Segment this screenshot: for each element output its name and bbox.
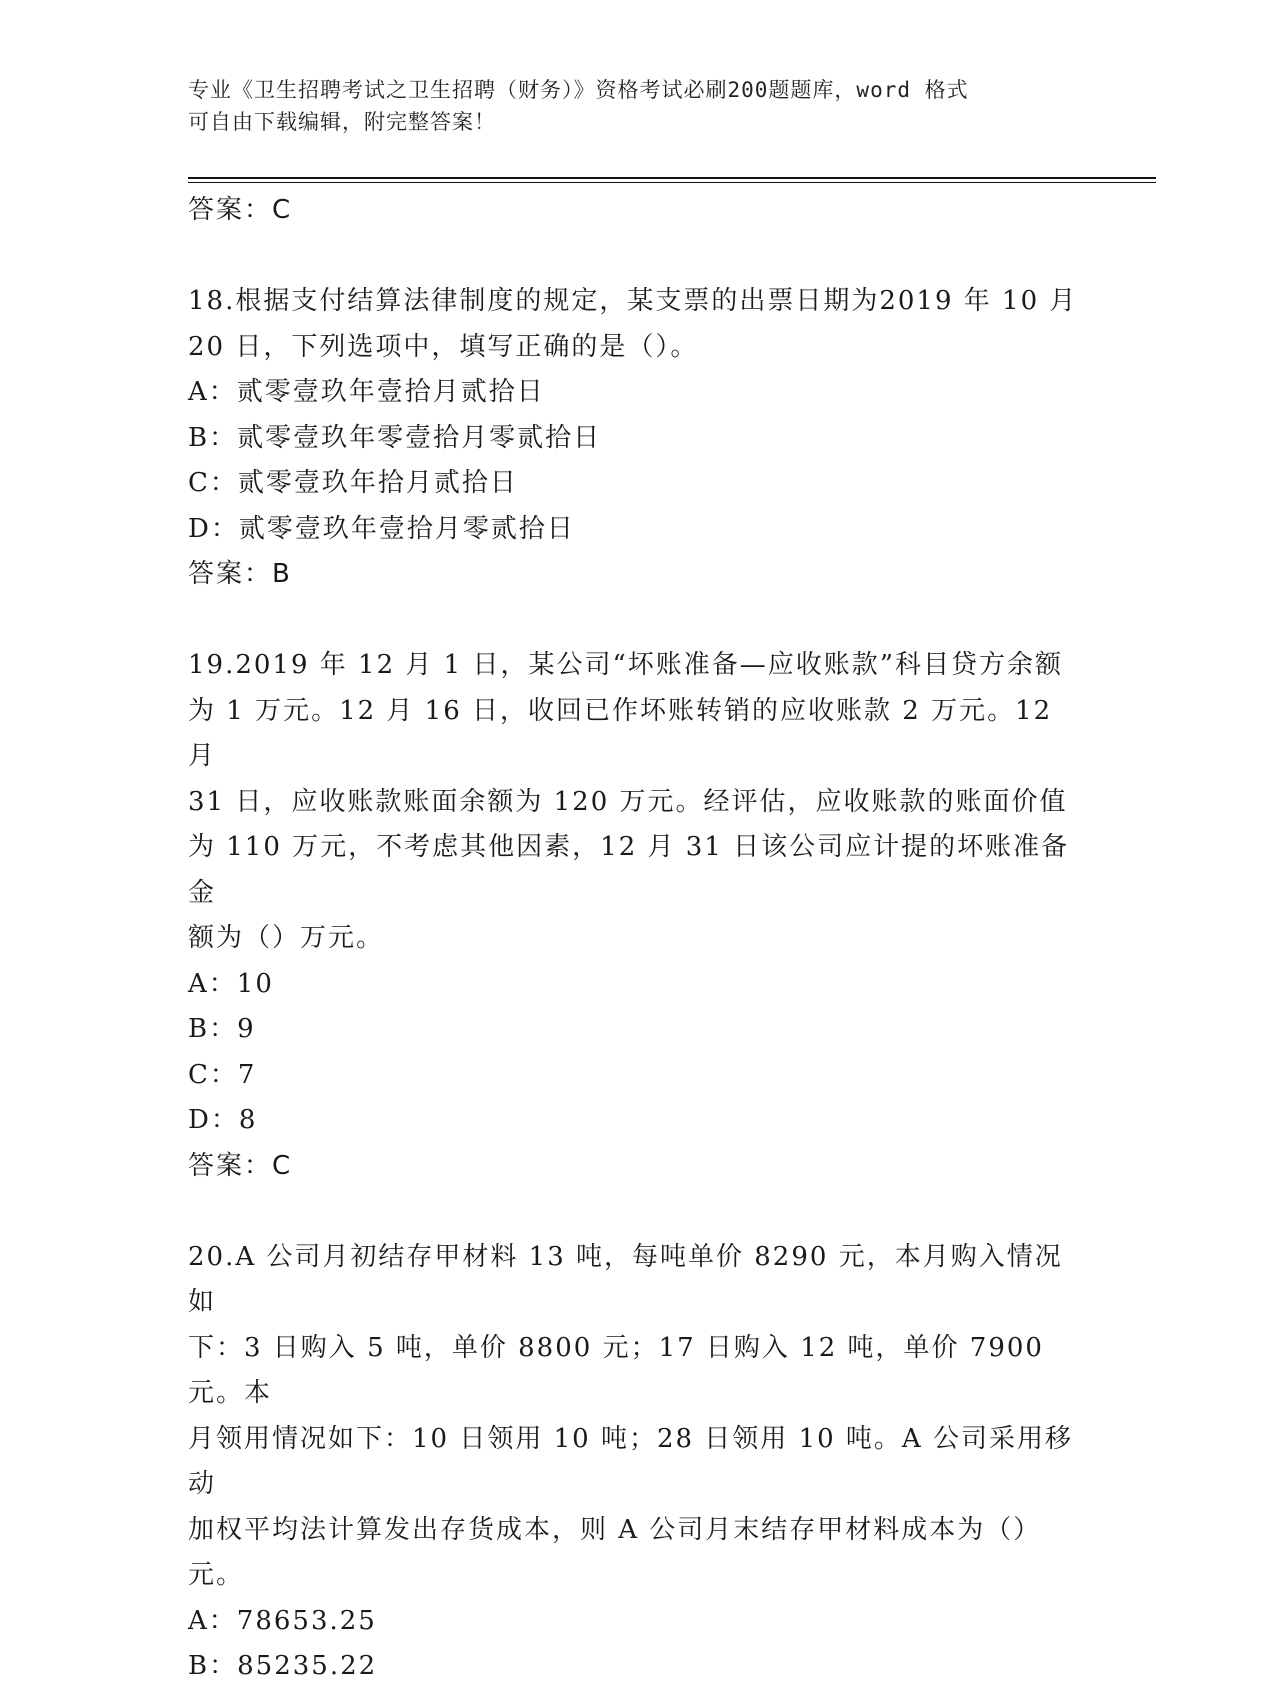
question-stem-line: 额为（）万元。 <box>188 923 385 953</box>
question-stem-line: 加权平均法计算发出存货成本，则 A 公司月末结存甲材料成本为（） <box>188 1514 1042 1545</box>
question-stem-line: 月领用情况如下：10 日领用 10 吨；28 日领用 10 吨。A 公司采用移动 <box>188 1423 1073 1499</box>
header-divider-thick <box>188 177 1156 179</box>
question-stem-line: 20.A 公司月初结存甲材料 13 吨，每吨单价 8290 元，本月购入情况如 <box>188 1241 1063 1317</box>
option-a: A：贰零壹玖年壹拾月贰拾日 <box>188 377 545 407</box>
question-19 <box>188 643 1088 1189</box>
question-stem-line: 20 日，下列选项中，填写正确的是（）。 <box>188 331 699 362</box>
header-line-2: 可自由下载编辑，附完整答案！ <box>188 110 496 134</box>
option-c: C：7 <box>188 1059 257 1090</box>
option-d: D：贰零壹玖年壹拾月零贰拾日 <box>188 513 575 544</box>
question-stem-line: 为 110 万元，不考虑其他因素，12 月 31 日该公司应计提的坏账准备金 <box>188 832 1070 908</box>
option-b: B：9 <box>188 1014 256 1044</box>
question-stem-line: 31 日，应收账款账面余额为 120 万元。经评估，应收账款的账面价值 <box>188 786 1068 817</box>
answer-line: 答案：B <box>188 559 292 589</box>
option-c: C：贰零壹玖年拾月贰拾日 <box>188 468 518 498</box>
header-divider-thin <box>188 182 1156 183</box>
option-b: B：85235.22 <box>188 1651 378 1681</box>
question-stem-line: 下：3 日购入 5 吨，单价 8800 元；17 日购入 12 吨，单价 7900 元。本 <box>188 1332 1044 1408</box>
question-18 <box>188 279 1088 598</box>
header-line-1: 专业《卫生招聘考试之卫生招聘（财务）》资格考试必刷200题题库，word 格式 <box>188 78 969 102</box>
answer-line: 答案：C <box>188 1150 293 1181</box>
option-b: B：贰零壹玖年零壹拾月零贰拾日 <box>188 422 602 453</box>
document-body <box>188 188 1088 1690</box>
question-20 <box>188 1235 1088 1690</box>
option-a: A：78653.25 <box>188 1605 377 1636</box>
answer-line: 答案：C <box>188 195 293 225</box>
question-stem-line: 19.2019 年 12 月 1 日，某公司“坏账准备—应收账款”科目贷方余额 <box>188 650 1064 680</box>
option-d: D：8 <box>188 1105 258 1135</box>
document-header <box>188 74 1068 138</box>
question-stem-line: 为 1 万元。12 月 16 日，收回已作坏账转销的应收账款 2 万元。12 月 <box>188 695 1053 771</box>
question-stem-line: 18.根据支付结算法律制度的规定，某支票的出票日期为2019 年 10 月 <box>188 286 1078 316</box>
question-stem-line: 元。 <box>188 1560 245 1590</box>
option-a: A：10 <box>188 968 274 999</box>
